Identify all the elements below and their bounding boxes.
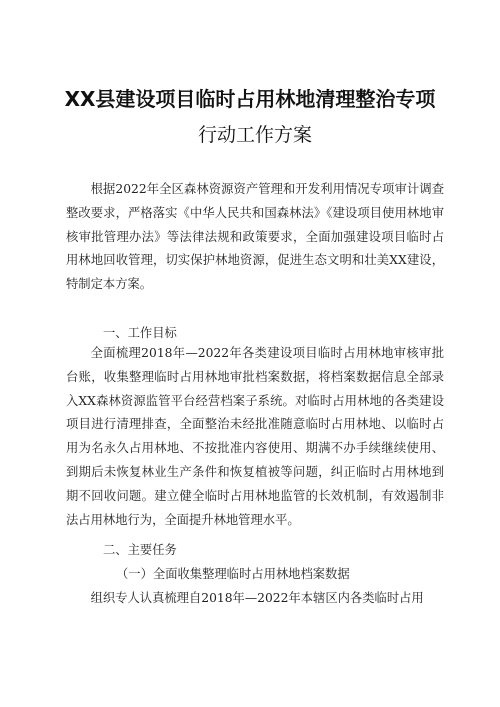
section2-heading: 二、主要任务 xyxy=(103,543,177,557)
section1-paragraph: 全面梳理2018年—2022年各类建设项目临时占用林地审核审批台账，收集整理临时占用林地审批档案数据，将档案数据信息全部录入XX森林资源监管平台经营档案子系统。对临时占用林地的各类建设项目进行清理排查，全面整治未经批准随意临时占用林地、以临时占用为名永久占用林地、不按批准内容使用、期满不办手续继续使用、到期后未恢复林业生产条件和恢复植被等问题，纠正临时占用林地到期不回收问题。建立健全临时占用林地监管的长效机制，有效遏制非法占用林地行为，全面提升林地管理水平。 xyxy=(66,346,444,527)
section2-sub1-paragraph: 组织专人认真梳理自2018年—2022年本辖区内各类临时占用 xyxy=(90,591,424,605)
intro-paragraph: 根据2022年全区森林资源资产管理和开发利用情况专项审计调查整改要求，严格落实《中华人民共和国森林法》《建设项目使用林地审核审批管理办法》等法律法规和政策要求，全面加强建设项目临时占用林地回收管理，切实保护林地资源，促进生态文明和壮美XX建设，特制定本方案。 xyxy=(66,182,444,292)
document-title-line2: 行动工作方案 xyxy=(198,124,313,146)
document-title-line1: XX县建设项目临时占用林地清理整治专项 xyxy=(64,87,436,111)
section2-sub1-heading: （一）全面收集整理临时占用林地档案数据 xyxy=(116,567,350,581)
section1-heading: 一、工作目标 xyxy=(103,326,177,340)
